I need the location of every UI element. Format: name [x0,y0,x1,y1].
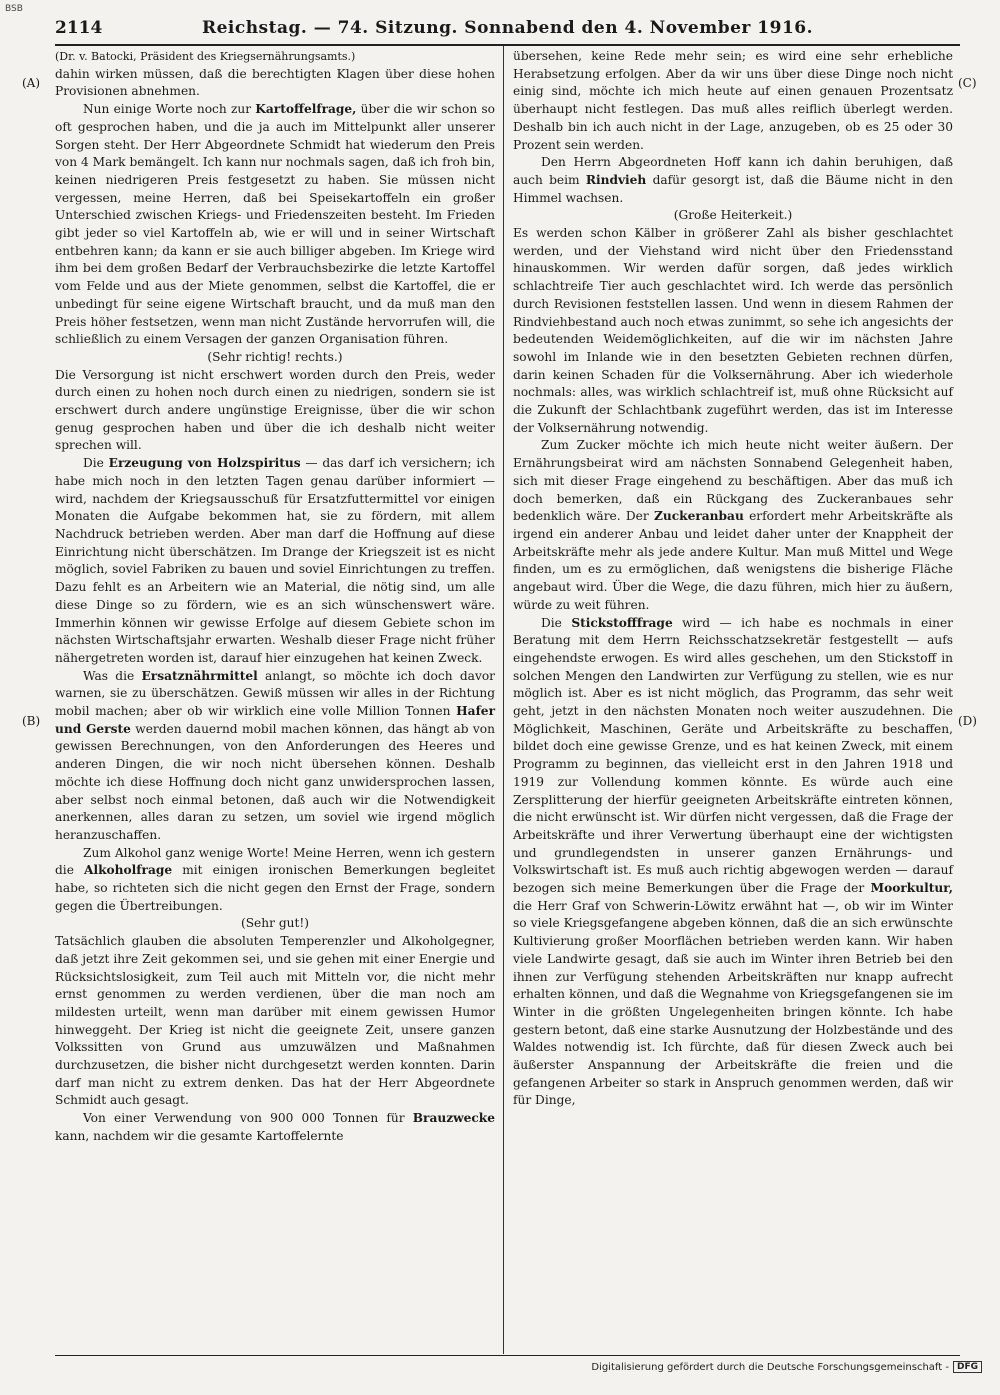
keyword: Kartoffelfrage, [255,102,357,117]
keyword: Stickstofffrage [571,615,673,630]
footer-rule [55,1355,960,1356]
page-number: 2114 [55,18,103,38]
paragraph: Nun einige Worte noch zur Kartoffelfrage, über die wir schon so oft gesprochen haben, und die ja auch im Mittelpunkt aller unserer Sorgen steht. Der Herr Abgeordnete Schmidt hat wiederum den Preis von 4 Mark bemängelt. Ich kann nur nochmals sagen, daß ich froh bin, keinen niedrigeren Preis festgesetzt zu haben. Sie müssen nicht vergessen, meine Herren, daß bei Speisekartoffeln ein großer Unterschied zwischen Kriegs- und Friedenszeiten besteht. Im Frieden gibt jeder so viel Kartoffeln ab, wie er will und in seiner Wirtschaft entbehren kann; da kann er sie auch billiger abgeben. Im Kriege wird ihm bei dem großen Bedarf der Verbrauchsbezirke die letzte Kartoffel vom Felde und aus der Miete genommen, selbst die Kartoffel, die er unbedingt für seine eigene Wirtschaft braucht, und da muß man den Preis höher festsetzen, wenn man nicht Zustände hervorrufen will, die schließlich zu einem Versagen der ganzen Organisation führen. [55,102,495,347]
paragraph: Es werden schon Kälber in größerer Zahl als bisher geschlachtet werden, und der Viehstand wird nicht über den Friedensstand hinauskommen. Wir werden dafür sorgen, daß jedes wirklich schlachtreife Tier auch geschlachtet wird. Ich werde das persönlich durch Revisionen feststellen lassen. Und wenn in diesem Rahmen der Rindviehbestand auch noch etwas zunimmt, so sehe ich angesichts der bedeutenden Weidemöglichkeiten, auf die wir im nächsten Jahre sowohl im Inlande wie in den besetzten Gebieten rechnen dürfen, darin keinen Schaden für die Volksernährung. Aber ich wiederhole nochmals: alles, was wirklich schlachtreif ist, muß ohne Rücksicht auf die Zukunft der Schlachtbank zugeführt werden, das ist im Interesse der Volksernährung notwendig. [513,226,953,435]
paragraph: übersehen, keine Rede mehr sein; es wird eine sehr erhebliche Herabsetzung erfolgen. Aber da wir uns über diese Dinge noch nicht einig sind, möchte ich mich heute auf einen genauen Prozentsatz überhaupt nicht festlegen. Das muß alles reiflich überlegt werden. Deshalb bin ich auch nicht in der Lage, anzugeben, ob es 25 oder 30 Prozent sein werden. [513,49,953,152]
interjection: (Sehr richtig! rechts.) [207,349,343,364]
paragraph: Von einer Verwendung von 900 000 Tonnen für Brauzwecke kann, nachdem wir die gesamte Kartoffelernte [55,1111,495,1143]
library-mark: BSB [5,4,23,14]
margin-marker-d: (D) [958,714,977,728]
paragraph: Die Stickstofffrage wird — ich habe es nochmals in einer Beratung mit dem Herrn Reichsschatzsekretär festgestellt — aufs eingehendste erwogen. Es wird alles geschehen, um den Stickstoff in solchen Mengen den Landwirten zur Verfügung zu stellen, wie es nur möglich ist. Aber es ist nicht möglich, das Programm, das sehr weit geht, jetzt in den nächsten Monaten noch weiter auszudehnen. Die Möglichkeit, Maschinen, Geräte und Arbeitskräfte zu beschaffen, bildet doch eine gewisse Grenze, und es hat keinen Zweck, mit einem Programm zu beginnen, das vielleicht erst in den Jahren 1918 und 1919 zur Vollendung kommen könnte. Es würde auch eine Zersplitterung der hierfür geeigneten Arbeitskräfte eintreten können, die nicht erwünscht ist. Wir dürfen nicht vergessen, daß die Frage der Arbeitskräfte und ihrer Verwertung überhaupt eine der wichtigsten und grundlegendsten in unserer ganzen Ernährungs- und Volkswirtschaft ist. Es muß auch richtig abgewogen werden — darauf bezogen sich meine Bemerkungen über die Frage der Moorkultur, die Herr Graf von Schwerin-Löwitz erwähnt hat —, ob wir im Winter so viele Kriegsgefangene abgeben können, daß die an sich erwünschte Kultivierung großer Moorflächen betrieben werden kann. Wir haben viele Landwirte gesagt, daß sie auch im Winter ihren Betrieb bei den ihnen zur Verfügung stehenden Arbeitskräften nur knapp aufrecht erhalten können, und daß die Wegnahme von Kriegsgefangenen sie im Winter in die größten Ungelegenheiten bringen könnte. Ich habe gestern betont, daß eine starke Ausnutzung der Holzbestände und des Waldes notwendig ist. Ich fürchte, daß für diesen Zweck auch bei äußerster Anspannung der Arbeitskräfte die freien und die gefangenen Arbeiter so stark in Anspruch genommen werden, daß wir für Dinge, [513,615,953,1108]
interjection: (Große Heiterkeit.) [673,208,793,223]
keyword: Hafer und Gerste [55,704,495,736]
left-column [55,48,495,1146]
page-header [55,18,960,42]
keyword: Moorkultur, [870,881,953,896]
margin-marker-a: (A) [22,76,41,90]
interjection: (Sehr gut!) [240,916,310,931]
margin-marker-b: (B) [22,714,41,728]
paragraph: Den Herrn Abgeordneten Hoff kann ich dahin beruhigen, daß auch beim Rindvieh dafür gesorgt ist, daß die Bäume nicht in den Himmel wachsen. [513,155,953,205]
footer [591,1361,982,1373]
paragraph: dahin wirken müssen, daß die berechtigten Klagen über diese hohen Provisionen abnehmen. [55,66,495,99]
paragraph: Zum Zucker möchte ich mich heute nicht weiter äußern. Der Ernährungsbeirat wird am nächsten Sonnabend Gelegenheit haben, sich mit dieser Frage eingehend zu beschäftigen. Aber das muß ich doch bemerken, daß ein Rückgang des Zuckeranbaues sehr bedenklich wäre. Der Zuckeranbau erfordert mehr Arbeitskräfte als irgend ein anderer Anbau und leidet daher unter der Knappheit der Arbeitskräfte mehr als jede andere Kultur. Man muß Mittel und Wege finden, um es zu ermöglichen, daß wenigstens die bisherige Fläche angebaut wird. Über die Wege, die dazu führen, mich hier zu äußern, würde zu weit führen. [513,438,953,612]
dfg-logo: DFG [953,1361,982,1373]
keyword: Alkoholfrage [84,863,173,878]
paragraph: Was die Ersatznährmittel anlangt, so möchte ich doch davor warnen, sie zu überschätzen. Gewiß müssen wir alles in der Richtung mobil machen; aber ob wir wirklich eine volle Million Tonnen Hafer und Gerste werden dauernd mobil machen können, das hängt ab von gewissen Berechnungen, von den Anforderungen des Heeres und anderen Dingen, die wir noch nicht übersehen können. Deshalb möchte ich diese Hoffnung doch nicht ganz unwidersprochen lassen, aber selbst noch einmal betonen, daß auch wir die Notwendigkeit anerkennen, alles daran zu setzen, um soviel wie irgend möglich heranzuschaffen. [55,668,495,842]
right-column [513,48,953,1110]
paragraph: Die Versorgung ist nicht erschwert worden durch den Preis, weder durch einen zu hohen noch durch einen zu niedrigen, sondern sie ist erschwert durch andere ungünstige Ereignisse, über die wir schon genug gesprochen haben und über die ich deshalb nicht weiter sprechen will. [55,367,495,453]
paragraph: Zum Alkohol ganz wenige Worte! Meine Herren, wenn ich gestern die Alkoholfrage mit einigen ironischen Bemerkungen begleitet habe, so richteten sich die nicht gegen den Ernst der Frage, sondern gegen die Übertreibungen. [55,845,495,913]
column-divider [503,46,504,1354]
keyword: Ersatznährmittel [141,668,258,683]
page-title: Reichstag. — 74. Sitzung. Sonnabend den 4. November 1916. [201,18,814,38]
keyword: Zuckeranbau [653,509,744,524]
paragraph: Tatsächlich glauben die absoluten Temperenzler und Alkoholgegner, daß jetzt ihre Zeit gekommen sei, und sie gehen mit einer Energie und Rücksichtslosigkeit, zum Teil auch mit Mitteln vor, die nicht mehr ernst genommen zu werden verdienen, über die man noch am mildesten urteilt, wenn man darüber mit einem gewissen Humor hinweggeht. Der Krieg ist nicht die geeignete Zeit, unsere ganzen Volkssitten von Grund aus umzuwälzen und Maßnahmen durchzusetzen, die bisher nicht durchgesetzt werden konnten. Darin darf man nicht zu extrem denken. Das hat der Herr Abgeordnete Schmidt auch gesagt. [55,934,495,1108]
keyword: Rindvieh [585,172,647,187]
speaker-attribution: (Dr. v. Batocki, Präsident des Kriegsernährungsamts.) [55,50,356,63]
keyword: Erzeugung von Holzspiritus [108,456,301,471]
paragraph: Die Erzeugung von Holzspiritus — das darf ich versichern; ich habe mich noch in den letzten Tagen genau darüber informiert — wird, nachdem der Kriegsausschuß für Ersatzfuttermittel vor einigen Monaten die Aufgabe bekommen hat, sie zu fördern, mit allem Nachdruck betrieben werden. Aber man darf die Hoffnung auf diese Einrichtung nicht überschätzen. Im Drange der Kriegszeit ist es nicht möglich, soviel Fabriken zu bauen und soviel Einrichtungen zu treffen. Dazu fehlt es an Arbeitern wie an Material, die nötig sind, um alle diese Dinge so zu fördern, wie es an sich wünschenswert wäre. Immerhin können wir gewisse Erfolge auf diesem Gebiete schon im nächsten Wirtschaftsjahr erwarten. Weshalb dieser Frage nicht früher nähergetreten worden ist, darauf hier einzugehen hat keinen Zweck. [55,456,495,665]
keyword: Brauzwecke [412,1111,495,1126]
header-rule [55,44,960,46]
funding-note: Digitalisierung gefördert durch die Deutsche Forschungsgemeinschaft - [591,1361,949,1373]
margin-marker-c: (C) [958,76,977,90]
